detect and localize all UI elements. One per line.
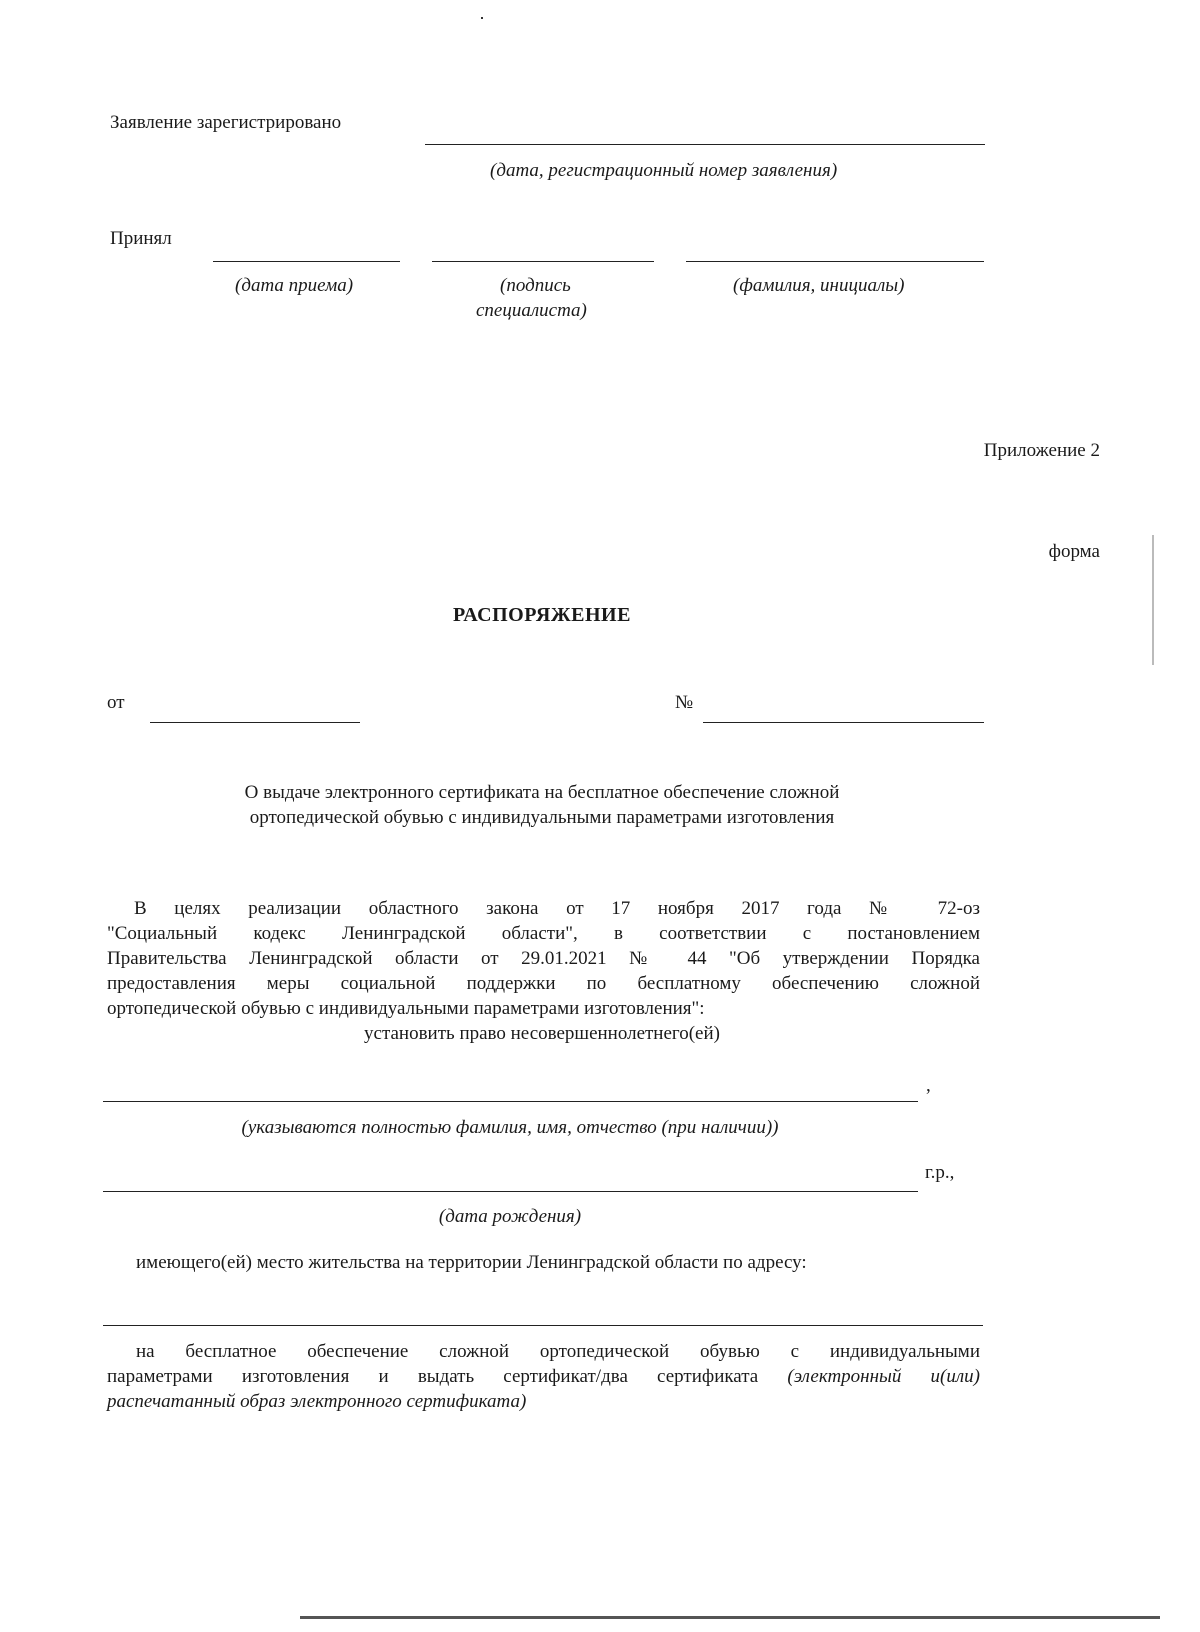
received-name-caption: (фамилия, инициалы) bbox=[733, 275, 905, 296]
subject-line-2: ортопедической обувью с индивидуальными параметрами изготовления bbox=[249, 807, 835, 828]
birth-suffix: г.р., bbox=[925, 1162, 955, 1183]
number-label: № bbox=[675, 692, 694, 713]
subject-line-1: О выдаче электронного сертификата на бесплатное обеспечение сложной bbox=[244, 782, 840, 803]
registration-label: Заявление зарегистрировано bbox=[110, 112, 342, 133]
body-line-5: ортопедической обувью с индивидуальными параметрами изготовления": bbox=[107, 998, 705, 1019]
child-name-comma: , bbox=[926, 1075, 931, 1096]
registration-line bbox=[425, 144, 985, 145]
from-date-line bbox=[150, 722, 360, 723]
body-line-1: В целях реализации областного закона от 17 ноября 2017 года № 72-оз bbox=[134, 898, 980, 919]
closing-line-2-plain: параметрами изготовления и выдать сертификат/два сертификата bbox=[107, 1366, 788, 1387]
closing-line-1: на бесплатное обеспечение сложной ортопедической обувью с индивидуальными bbox=[136, 1341, 980, 1362]
registration-caption: (дата, регистрационный номер заявления) bbox=[490, 160, 838, 181]
body-line-3: Правительства Ленинградской области от 29.01.2021 № 44 "Об утверждении Порядка bbox=[107, 948, 980, 969]
received-name-line bbox=[686, 261, 984, 262]
closing-line-2 bbox=[107, 1366, 980, 1389]
scan-edge-bottom bbox=[300, 1616, 1160, 1619]
form-label: форма bbox=[1048, 541, 1100, 562]
child-name-caption: (указываются полностью фамилия, имя, отчество (при наличии)) bbox=[241, 1117, 779, 1138]
received-label: Принял bbox=[110, 228, 172, 249]
closing-line-2-italic: (электронный и(или) bbox=[787, 1366, 980, 1387]
birth-date-line bbox=[103, 1191, 918, 1192]
received-signature-caption-2: специалиста) bbox=[476, 300, 587, 321]
residence-text: имеющего(ей) место жительства на территории Ленинградской области по адресу: bbox=[136, 1252, 807, 1273]
scan-edge-right bbox=[1152, 535, 1154, 665]
received-date-caption: (дата приема) bbox=[235, 275, 354, 296]
closing-line-3: распечатанный образ электронного сертификата) bbox=[107, 1391, 527, 1412]
body-line-6: установить право несовершеннолетнего(ей) bbox=[364, 1023, 720, 1044]
address-line bbox=[103, 1325, 983, 1326]
child-name-line bbox=[103, 1101, 918, 1102]
document-title: РАСПОРЯЖЕНИЕ bbox=[453, 604, 631, 626]
received-signature-line bbox=[432, 261, 654, 262]
birth-date-caption: (дата рождения) bbox=[438, 1206, 582, 1227]
received-date-line bbox=[213, 261, 400, 262]
body-line-2: "Социальный кодекс Ленинградской области", в соответствии с постановлением bbox=[107, 923, 980, 944]
number-line bbox=[703, 722, 984, 723]
appendix-label: Приложение 2 bbox=[983, 440, 1100, 461]
from-label: от bbox=[107, 692, 125, 713]
body-line-4: предоставления меры социальной поддержки по бесплатному обеспечению сложной bbox=[107, 973, 980, 994]
scan-speck-top bbox=[481, 17, 483, 19]
received-signature-caption-1: (подпись bbox=[500, 275, 571, 296]
